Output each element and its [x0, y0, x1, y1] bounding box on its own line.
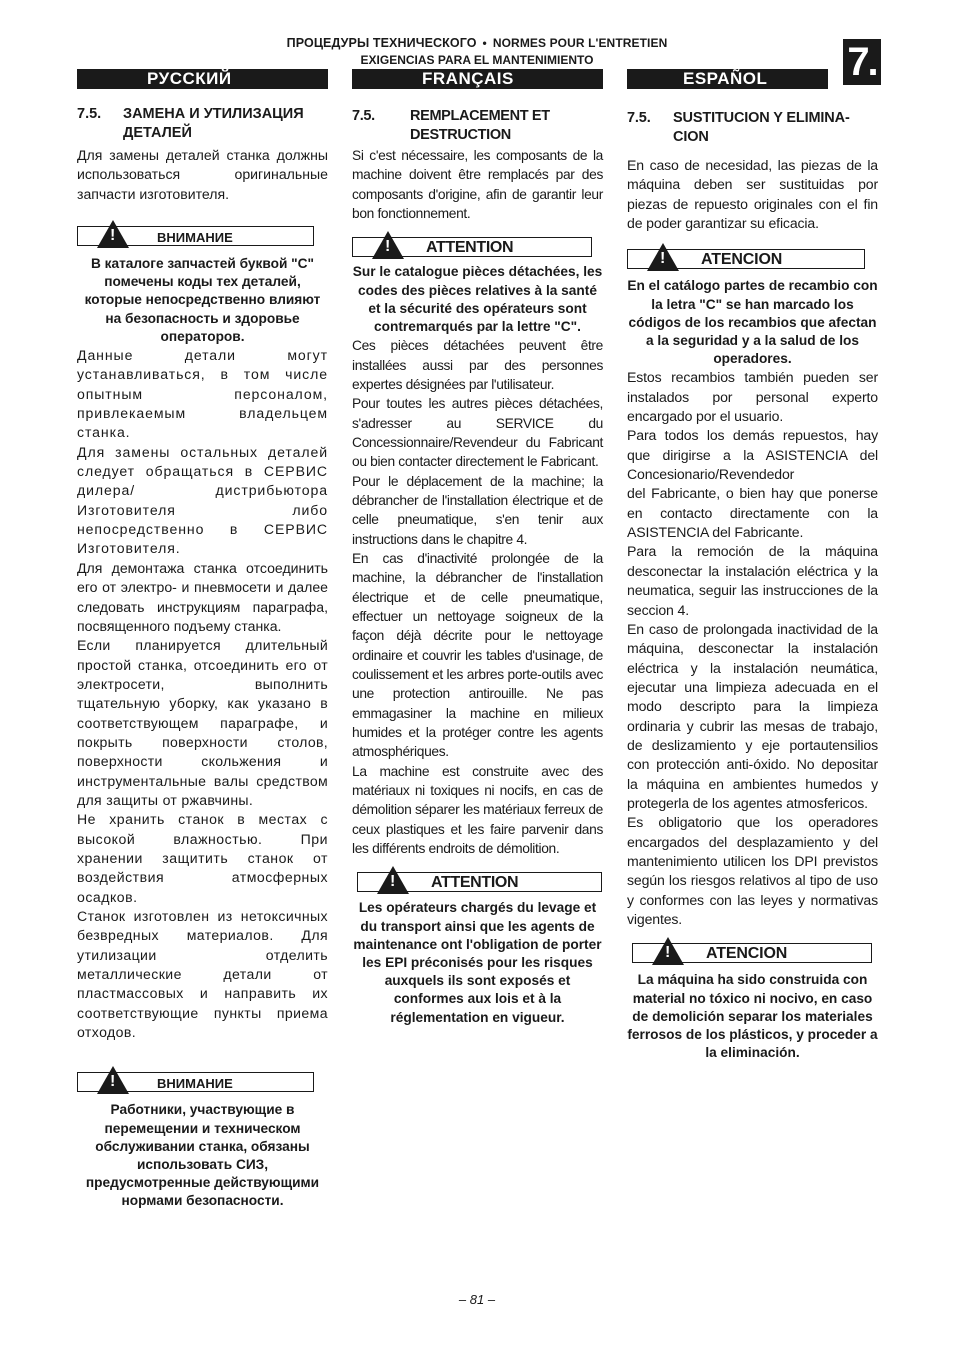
paragraph: Не хранить станок в местах с высокой влажностью. При хранении защитить станок от воздействия атмосферных осадков.: [77, 811, 328, 905]
warning-box: [627, 249, 865, 271]
section-heading: ЗАМЕНА И УТИЛИЗАЦИЯ ДЕТАЛЕЙ: [123, 106, 304, 141]
warning-triangle-icon: [652, 937, 684, 965]
warning-label: ВНИМАНИЕ: [157, 1076, 233, 1092]
header-title-es: EXIGENCIAS PARA EL MANTENIMIENTO: [360, 53, 594, 67]
paragraph: Для демонтажа станка отсоединить его от электро- и пневмосети и далее следовать инструкциям параграфа, посвященного подъему станка.: [77, 559, 328, 634]
lang-bar-ru: РУССКИЙ: [77, 69, 328, 89]
warning-label: ATENCION: [706, 945, 788, 963]
warning-box: [77, 226, 314, 248]
section-title-ru: [77, 105, 328, 143]
paragraph: Станок изготовлен из нетоксичных безвредных материалов. Для утилизации отделить металлические детали от пластмассовых и направить их соответствующие пункты приема отходов.: [77, 908, 328, 1041]
warning-label: ATTENTION: [426, 239, 514, 257]
warning-triangle-icon: [647, 243, 679, 271]
paragraph: Ces pièces détachées peuvent être installées aussi par des personnes expertes désignées par l'utilisateur.: [352, 338, 603, 392]
paragraph: Estos recambios también pueden ser instalados por personal experto encargado por el usuario.: [627, 369, 878, 425]
paragraph: En caso de necesidad, las piezas de la máquina deben ser sustituidas por piezas de repuesto originales con el fin de poder garantizar su eficacia.: [627, 157, 878, 232]
paragraph: Данные детали могут устанавливаться, в том числе опытным персоналом, привлекаемым владельцем станка.: [77, 347, 328, 441]
section-number: 7.5.: [352, 108, 375, 124]
section-heading: REMPLACEMENT ET DESTRUCTION: [410, 108, 550, 143]
section-title-fr: [352, 107, 603, 145]
warning-label: ATENCION: [701, 251, 783, 269]
warning-text: En el catálogo partes de recambio con la letra "C" se han marcado los códigos de los recambios que afectan a la seguridad y a la salud de los operadores.: [627, 278, 878, 367]
warning-box: [352, 237, 592, 259]
warning-box: [632, 943, 872, 965]
paragraph: Для замены деталей станка должны использоваться оригинальные запчасти изготовителя.: [77, 147, 328, 202]
header-title-ru: ПРОЦЕДУРЫ ТЕХНИЧЕСКОГО: [286, 36, 477, 50]
warning-text: Les opérateurs chargés du levage et du transport ainsi que les agents de maintenance ont l'obligation de porter les EPI préconisés pour les risques auxquels ils sont exposés et conformes aux lois et à la réglementation en vigueur.: [353, 900, 602, 1025]
warning-box: [357, 872, 602, 894]
warning-box: [77, 1072, 314, 1094]
warning-triangle-icon: [97, 1066, 129, 1094]
paragraph: Если планируется длительный простой станка, отсоединить его от электросети, выполнить тщательную уборку, как указано в соответствующем параграфе, и покрыть поверхности столов, поверхности скольжения и инструментальные валы средством для защиты от ржавчины.: [77, 637, 328, 808]
paragraph: En cas d'inactivité prolongée de la machine, la débrancher de l'installation électrique et de celle pneumatique, effectuer un nettoyage soigneux de la façon déjà décrite pour le nettoyage ordinaire et couvrir les tables d'usinage, de coulissement et les arbres porte-outils avec une protection antirouille. Ne pas emmagasiner la machine en milieux humides et la protéger contre les agents atmosphériques.: [352, 550, 603, 760]
warning-triangle-icon: [97, 220, 129, 248]
paragraph: Para la remoción de la máquina desconectar la instalación eléctrica y la neumatica, seguir las instrucciones de la seccion 4.: [627, 543, 878, 618]
paragraph: Pour le déplacement de la machine; la débrancher de l'installation électrique et de celle pneumatique, s'en tenir aux instructions dans le chapitre 4.: [352, 473, 603, 547]
paragraph: Para todos los demás repuestos, hay que dirigirse a la ASISTENCIA del Concesionario/Revendedor: [627, 427, 878, 483]
warning-text: Работники, участвующие в перемещении и техническом обслуживании станка, обязаны использовать СИЗ, предусмотренные действующими нормами безопасности.: [85, 1102, 320, 1209]
warning-triangle-icon: [372, 231, 404, 259]
column-ru: [77, 105, 328, 1211]
warning-label: ВНИМАНИЕ: [157, 230, 233, 246]
chapter-number: 7.: [843, 39, 881, 85]
section-heading: SUSTITUCION Y ELIMINA-CION: [673, 110, 850, 145]
column-fr: [352, 107, 603, 1027]
lang-bar-es: ESPAÑOL: [627, 69, 828, 89]
column-es: [627, 109, 878, 1062]
warning-text: Sur le catalogue pièces détachées, les codes des pièces relatives à la santé et la sécurité des opérateurs sont contremarqués par la lettre "C".: [352, 264, 603, 334]
warning-text: La máquina ha sido construida con material no tóxico ni nocivo, en caso de demolición separar los materiales ferrosos de los plásticos, y proceder a la eliminación.: [627, 972, 878, 1061]
paragraph: del Fabricante, o bien hay que ponerse en contacto directamente con la ASISTENCIA del Fabricante.: [627, 485, 878, 541]
paragraph: Pour toutes les autres pièces détachées, s'adresser au SERVICE du Concessionnaire/Revendeur du Fabricant ou bien contacter directement le Fabricant.: [352, 396, 603, 470]
page-header-line1: [0, 36, 954, 50]
warning-triangle-icon: [377, 866, 409, 894]
section-number: 7.5.: [627, 110, 651, 126]
header-title-fr: NORMES POUR L'ENTRETIEN: [492, 36, 668, 50]
paragraph: La machine est construite avec des matériaux ni toxiques ni nocifs, en cas de démolition séparer les matériaux ferreux de ceux plastiques et les faire parvenir dans les différents endroits de démolition.: [352, 763, 603, 857]
lang-bar-fr: FRANÇAIS: [352, 69, 603, 89]
warning-text: В каталоге запчастей буквой "С" помечены коды тех деталей, которые непосредственно влияют на безопасность и здоровье операторов.: [84, 256, 321, 344]
page-number: – 81 –: [458, 1292, 496, 1307]
paragraph: Si c'est nécessaire, les composants de la machine doivent être remplacés par des composants d'origine, afin de garantir leur bon fonctionnement.: [352, 148, 603, 222]
warning-label: ATTENTION: [431, 874, 519, 892]
paragraph: En caso de prolongada inactividad de la máquina, desconectar la instalación eléctrica y la instalación neumática, ejecutar una limpieza adecuada en el modo descripto para la limpieza ordinaria y cubrir las mesas de trabajo, de deslizamiento y eje portautensilios con protección anti-óxido. No depositar la máquina en ambientes humedos y protegerla de los agentes atmosfericos.: [627, 620, 878, 811]
paragraph: Для замены остальных деталей следует обращаться в СЕРВИС дилера/ дистрибьютора Изготовителя либо непосредственно в СЕРВИС Изготовителя.: [77, 443, 328, 557]
section-title-es: [627, 109, 878, 147]
paragraph: Es obligatorio que los operadores encargados del desplazamiento y del mantenimiento utilicen los DPI previstos según los riesgos relativos al tipo de uso y conformes con las leyes y normativas vigentes.: [627, 814, 878, 928]
header-bullet: •: [482, 36, 487, 50]
section-number: 7.5.: [77, 106, 102, 122]
